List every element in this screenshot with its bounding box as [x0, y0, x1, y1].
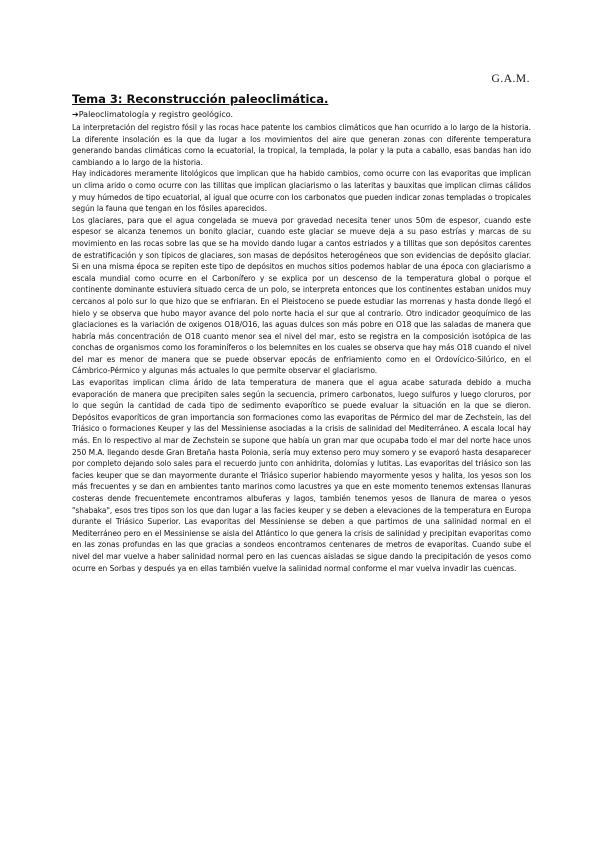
arrow-icon: ➔ [72, 110, 79, 119]
page-title: Tema 3: Reconstrucción paleoclimática. [72, 92, 329, 106]
subtitle-text: Paleoclimatología y registro geológico. [78, 110, 234, 119]
paragraph: La interpretación del registro fósil y las rocas hace patente los cambios climáticos que han ocurrido a lo largo de la historia. La diferente insolación es la que da lugar a los movimientos del aire que generan zonas con diferente temperatura generando bandas climáticas como la ecuatorial, la tropical, la templada, la polar y la puta a caballo, esas bandas han ido cambiando a lo largo de la historia. [72, 123, 531, 167]
paragraph: Las evaporitas implican clima árido de lata temperatura de manera que el agua acabe saturada debido a mucha evaporación de manera que precipiten sales según la secuencia, primero carbonatos, luego sulfuros y luego cloruros, por lo que según la cantidad de cada tipo de sedimento evaporítico se puede evaluar la situación en la que se dieron. Depósitos evaporíticos de gran importancia son formaciones como las evaporitas de Pérmico del mar de Zechstein, las del Triásico o formaciones Keuper y las del Messiniense asociadas a la crisis de salinidad del Mediterráneo. A escala local hay más. En lo respectivo al mar de Zechstein se supone que había un gran mar que ocupaba todo el mar del norte hace unos 250 M.A. llegando desde Gran Bretaña hasta Polonia, sería muy extenso pero muy somero y se evaporó hasta desaparecer por completo dejando solo sales para el recuerdo junto con anhidrita, dolomías y lutitas. Las evaporitas del triásico son las facies keuper que se dan mayormente durante el Triásico superior habiendo mayormente yesos y halita, los yesos son los más frecuentes y se dan en ambientes tanto marinos como lacustres ya que en este momento tenemos extensas llanuras costeras dende frecuentemete encontramos albuferas y lagos, también tenemos yesos de llanura de marea o yesos "shabaka", esos tres tipos son los que dan lugar a las facies keuper y se deben a elevaciones de la temperatura en Europa durante el Triásico Superior. Las evaporitas del Messiniense se deben a que partimos de una salinidad normal en el Mediterráneo pero en el Messiniense se aisla del Atlántico lo que genera la crisis de salinidad y precipitan evaporitas como en las zonas profundas en las que gracias a sondeos encontramos centenares de metros de evaporitas. Cuando sube el nivel del mar vuelve a haber salinidad normal pero en las cuencas aisladas se sigue dando la precipitación de yesos como ocurre en Sorbas y después ya en ellas también vuelve la salinidad normal conforme el mar vuelva invadir las cuencas. [72, 378, 531, 573]
section-subtitle [72, 110, 233, 119]
paragraph: Los glaciares, para que el agua congelada se mueva por gravedad necesita tener unos 50m de espesor, cuando este espesor se alcanza tenemos un bonito glaciar, cuando este glaciar se mueve deja a su paso estrías y marcas de su movimiento en las rocas sobre las que se ha movido dando lugar a cantos estriados y a tillitas que son depósitos carentes de estratificación y son típicos de glaciares, son masas de depósitos heterogéneos que son evidencias de depósito glaciar. Si en una misma época se repiten este tipo de depósitos en muchos sitios podemos hablar de una época con glaciarismo a escala mundial como ocurre en el Carbonífero y se explica por un descenso de la temperatura global o porque el continente dominante estuviera situado cerca de un polo, se interpreta entonces que los continentes estaban unidos muy cercanos al polo sur lo que hizo que se enfriaran. En el Pleistoceno se puede estudiar las morrenas y hasta donde llegó el hielo y se observa que hubo mayor avance del polo norte hacia el sur que al contrario. Otro indicador geoquímico de las glaciaciones es la variación de oxigenos O18/O16, las aguas dulces son más pobre en O18 que las saladas de manera que habría más concentración de O18 cuanto menor sea el nivel del mar, esto se registra en la composición isotópica de las conchas de organismos como los foraminíferos o los belemnites en los cuales se observa que hay más O18 cuando el nivel del mar es menor de manera que se puede observar epocás de enfriamiento como en el Ordovícico-Silúrico, en el Cámbrico-Pérmico y algunas más actuales lo que permite observar el glaciarismo. [72, 215, 531, 376]
document-body [72, 122, 531, 574]
paragraph: Hay indicadores meramente litológicos que implican que ha habido cambios, como ocurre con las evaporitas que implican un clima arido o como ocurre con las tillitas que implican glaciarismo o las lateritas y bauxitas que implican climas cálidos y muy húmedos de tipo ecuatorial, al igual que ocurre con los carbonatos que pueden indicar zonas templadas o tropicales según la fauna que tengan en los fósiles aparecidos. [72, 169, 531, 214]
author-initials: G.A.M. [491, 73, 530, 85]
